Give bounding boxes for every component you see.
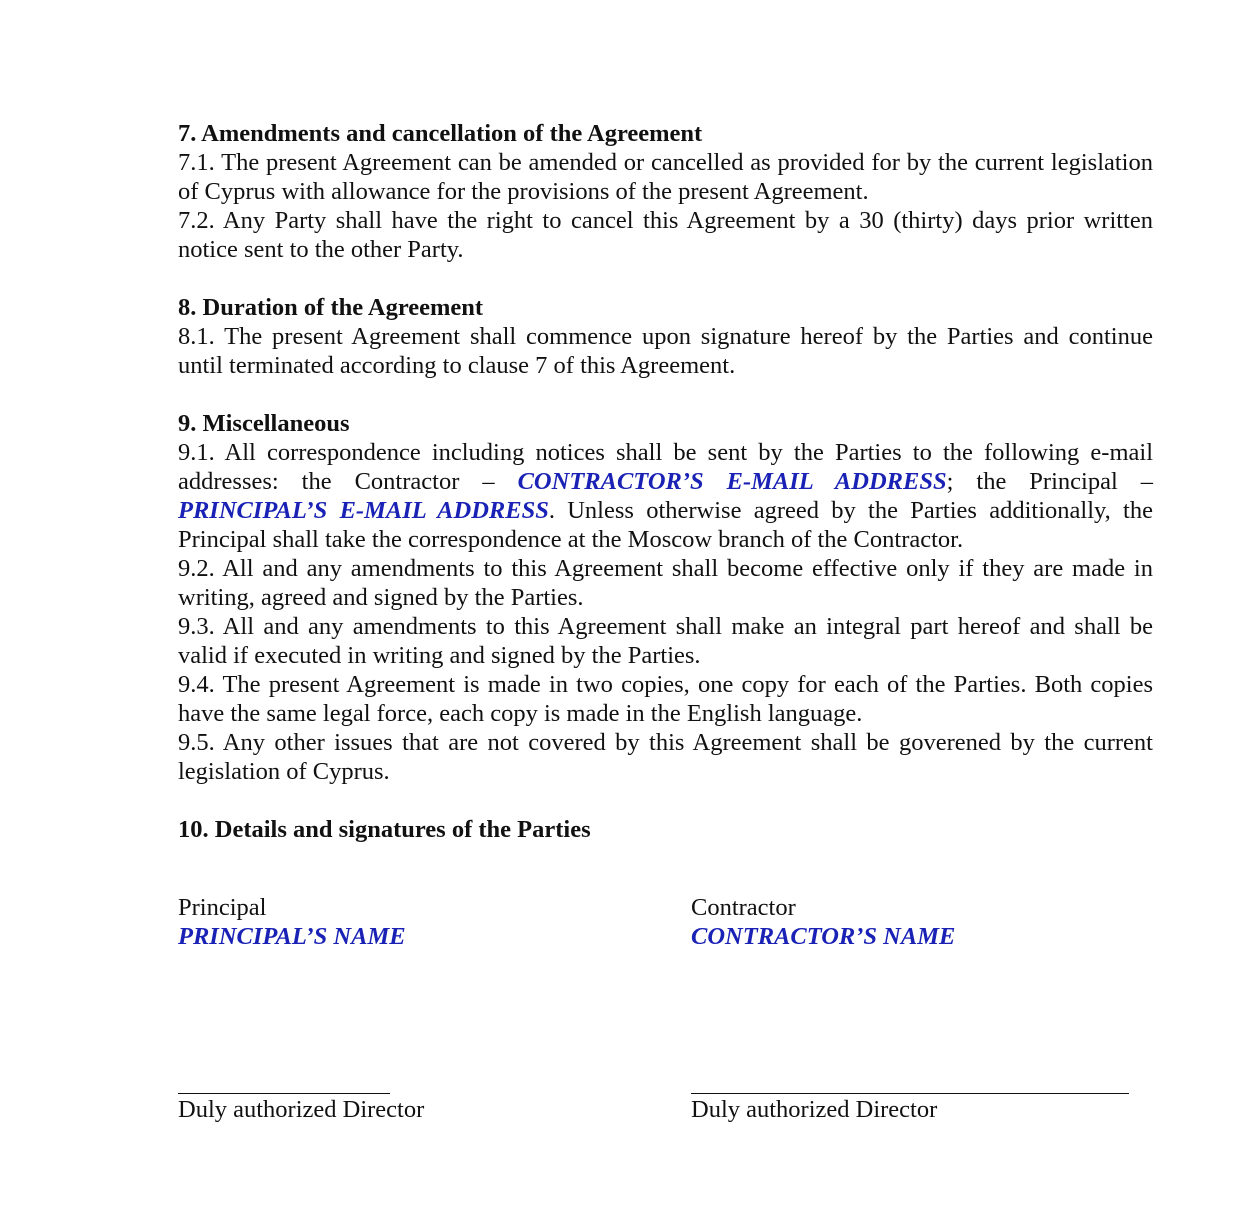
document-body [178, 119, 1153, 873]
principal-signature-line [178, 1093, 390, 1094]
clause-9-4: 9.4. The present Agreement is made in two copies, one copy for each of the Parties. Both copies have the same legal force, each copy is made in the English language. [178, 671, 1153, 727]
section-heading: 10. Details and signatures of the Parties [178, 816, 591, 843]
principal-role-label: Principal [178, 894, 267, 921]
contractor-signature-block [691, 893, 1151, 951]
section-heading: 9. Miscellaneous [178, 410, 350, 437]
principal-signature-block [178, 893, 638, 951]
contractor-email-placeholder: CONTRACTOR’S E-MAIL ADDRESS [517, 468, 947, 495]
section-duration [178, 293, 1153, 380]
clause-9-2: 9.2. All and any amendments to this Agreement shall become effective only if they are made in writing, agreed and signed by the Parties. [178, 555, 1153, 611]
principal-name-placeholder: PRINCIPAL’S NAME [178, 923, 406, 950]
section-heading: 7. Amendments and cancellation of the Agreement [178, 120, 703, 147]
clause-9-3: 9.3. All and any amendments to this Agreement shall make an integral part hereof and shall be valid if executed in writing and signed by the Parties. [178, 613, 1153, 669]
clause-7-1: 7.1. The present Agreement can be amended or cancelled as provided for by the current legislation of Cyprus with allowance for the provisions of the present Agreement. [178, 149, 1153, 205]
contractor-signatory-title: Duly authorized Director [691, 1096, 938, 1123]
section-miscellaneous [178, 409, 1153, 786]
clause-9-1 [178, 438, 1153, 554]
contractor-name-placeholder: CONTRACTOR’S NAME [691, 923, 956, 950]
contractor-role-label: Contractor [691, 894, 796, 921]
contractor-signature-line [691, 1093, 1129, 1094]
clause-9-5: 9.5. Any other issues that are not covered by this Agreement shall be goverened by the current legislation of Cyprus. [178, 729, 1153, 785]
clause-8-1: 8.1. The present Agreement shall commence upon signature hereof by the Parties and continue until terminated according to clause 7 of this Agreement. [178, 323, 1153, 379]
clause-7-2: 7.2. Any Party shall have the right to cancel this Agreement by a 30 (thirty) days prior written notice sent to the other Party. [178, 207, 1153, 263]
clause-9-1-text-b: ; the Principal – [946, 468, 1153, 495]
principal-email-placeholder: PRINCIPAL’S E-MAIL ADDRESS [178, 497, 549, 524]
clause-9-1-text-c: . Unless otherwise agreed by the Parties additionally, the Principal shall take the correspondence at the Moscow branch of the Contractor. [178, 497, 1153, 553]
section-heading: 8. Duration of the Agreement [178, 294, 484, 321]
section-signatures [178, 815, 1153, 844]
principal-signatory-title: Duly authorized Director [178, 1096, 425, 1123]
section-amendments [178, 119, 1153, 264]
clause-9-1-text-a: 9.1. All correspondence including notices shall be sent by the Parties to the following e-mail addresses: the Contractor – [178, 439, 1153, 495]
